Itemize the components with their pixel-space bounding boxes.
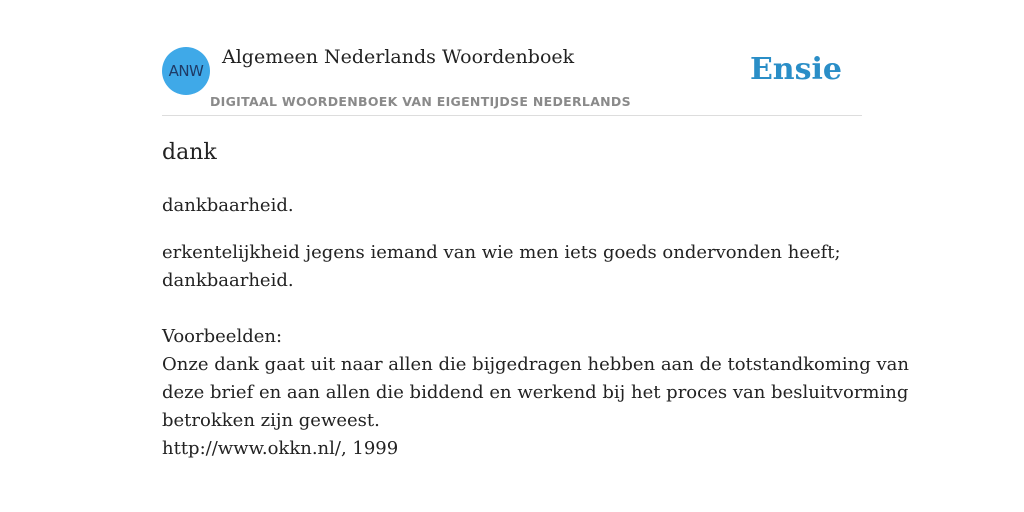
header-divider	[162, 115, 862, 116]
site-subtitle: DIGITAAL WOORDENBOEK VAN EIGENTIJDSE NEDERLANDS	[210, 94, 631, 109]
definition-short-text: dankbaarheid.	[162, 195, 294, 216]
definition-line-2: dankbaarheid.	[162, 270, 294, 291]
definition-line-1: erkentelijkheid jegens iemand van wie men iets goeds ondervonden heeft;	[162, 242, 841, 263]
definition-short	[162, 192, 862, 220]
anw-logo[interactable]	[162, 47, 210, 95]
examples-label: Voorbeelden:	[162, 326, 283, 347]
ensie-brand-link[interactable]: Ensie	[749, 52, 842, 87]
headword: dank	[162, 140, 217, 165]
definition-long	[162, 239, 910, 463]
entry-page	[162, 0, 910, 512]
example-line-2: deze brief en aan allen die biddend en werkend bij het proces van besluitvorming	[162, 382, 909, 403]
example-source: http://www.okkn.nl/, 1999	[162, 438, 399, 459]
example-line-1: Onze dank gaat uit naar allen die bijgedragen hebben aan de totstandkoming van	[162, 354, 910, 375]
logo-text: ANW	[168, 62, 204, 80]
site-title[interactable]: Algemeen Nederlands Woordenboek	[222, 46, 575, 68]
example-line-3: betrokken zijn geweest.	[162, 410, 380, 431]
paragraph-spacer	[162, 295, 862, 323]
